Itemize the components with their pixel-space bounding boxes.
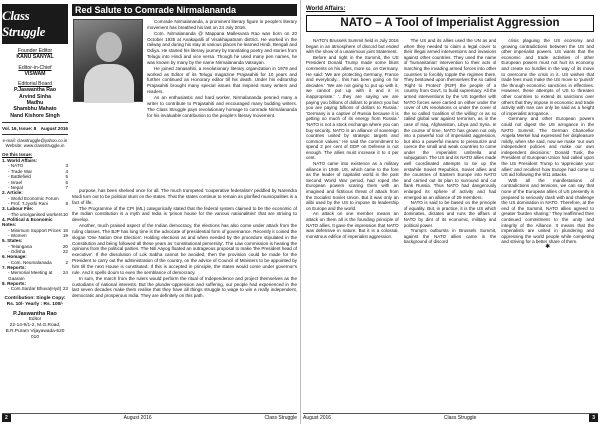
publisher-box xyxy=(2,311,68,341)
article-intro xyxy=(147,19,297,118)
toc-section[interactable]: 4. Political & Economic Notes: xyxy=(2,216,53,228)
toc-section[interactable]: 6. Homage: xyxy=(2,254,27,260)
publisher-role: Editor xyxy=(28,316,42,322)
email-link[interactable]: e-mail: classtruggle@yahoo.co.in xyxy=(2,137,68,143)
toc-item-title: - Telangana xyxy=(8,243,32,249)
toc-item-page: 4 xyxy=(65,168,68,174)
paragraph: NATO's Brussels Summit held in July 2016 began in an atmosphere of discord but ended with the show of a unanimous joint Statement. xyxy=(306,38,399,55)
column-2 xyxy=(404,38,497,410)
section-label: World Affairs: xyxy=(306,6,346,12)
toc-item-page: 23 xyxy=(62,286,68,292)
board-member: Madhu xyxy=(26,100,44,107)
paragraph: NATO is said to be based on the principle of equality. But, in practice, it is the US which dominates, dictates and runs the affairs of NATO by dint of its economic, military and political power. xyxy=(403,200,497,228)
editor-role: Founder Editor xyxy=(17,48,53,54)
paragraph: The US and its allies used the UN as and when they needed to claim a legal cover to their illegal armed interventions and invasions against other countries. They used the name of 'humanitarian' intervention to their acts of marching the invading armed forces into other countries to forcibly topple the regimes there. They bestowed upon themselves the so called 'Right to Protect' (R2P) the people of a country from Gov't, to build supremacy. All the armed interventions by the US together with NATO forces were carried on either under the cover of UN resolutions or under the cover of the so called 'coalition of the willing' or as so called global war against terrorism, as in the case of Iraq, Afghanistan, Libya and Syria. In the course of time, NATO has grown not only into a powerful tool of imperialist aggression, but also a powerful means to pressurize and coerce the small and weak countries to come under the imperialist umbrella and subjugation. The US and its NATO allies made well coordinated attempts to tie up the erstwhile Soviet Republics, Soviet allies and the countries of Eastern Europe into NATO and carried out its plan to surround and cut flank Russia. Thus NATO had dangerously enlarged its sphere of activity and had emerged as an alliance of 29 members. xyxy=(403,38,497,200)
paragraph: He joined Janasahiti, a revolutionary literary organization in 1979 and worked as Editor of its Telugu magazine Prajasahiti for 10 years and further continued as Honorary editor till his death. Under his editorship Prajasahiti brought many special issues that inspired many writers and readers. xyxy=(147,65,297,95)
toc-item-page: 18 xyxy=(62,227,68,233)
toc-item-title: - The unorganised workers xyxy=(8,211,63,217)
table-of-contents xyxy=(2,152,68,292)
paragraph: Trump's outbursts in Brussels Summit, against the NATO allies came in the background of discord xyxy=(403,228,497,245)
toc-item-page: 7 xyxy=(65,184,68,190)
page-number: 2 xyxy=(2,414,11,422)
editor-name: KANU SANYAL xyxy=(16,54,54,61)
paragraph: An attack on one member means an attack on them all is the founding principle of NATO allies. It gave the impression that NATO was defensive in nature. But it is a colossal, monstrous edifice of imperialist aggression. xyxy=(306,211,399,239)
toc-item-title: - Com.Sardar Bhuva(Hyd) xyxy=(8,286,62,292)
toc-item-page: 20 xyxy=(62,243,68,249)
footer-date: August 2016 xyxy=(303,415,332,421)
toc-item-title: - Battlefield xyxy=(8,174,31,180)
paragraph: purpose, has been shelved once for all. The much trumpeted 'cooperative federalism' peddled by Narendra Modi turn out to be political stunt on the states. That the states continue to remain as glorified municipalities is a fact of life. xyxy=(72,188,297,205)
toc-section[interactable]: 2. Article: xyxy=(2,190,23,196)
footer-publication: Class Struggle xyxy=(264,415,297,421)
website-link[interactable]: Website: www.classstruggle.in xyxy=(5,143,65,149)
divider xyxy=(2,122,68,123)
toc-item-title: - NATO xyxy=(8,163,24,169)
toc-section[interactable]: 7. Reports: xyxy=(2,265,26,270)
toc-item-page: 10 xyxy=(62,211,68,217)
board-member: Arvind Sinha xyxy=(19,93,51,100)
paragraph: Another, much praised aspect of the Indian democracy, the elections has also come under attack from the ruling classes. The BJP has long time is the advocate of presidential form of governance. Recently it coined the slogan 'One Nation One Election'. Holding elections as and when needed by the procedure stipulated in the Constitution and being followed all these years as 'constitutional perversity'. The Law commission is hearing the opinions from the political parties. The Niti Aayog floated an outrageous proposal to make 'the President head of executive'. If the dissolution of Lok Sabha cannot be avoided, then the provision could be made for the President to carry out the administration of the country, on the advice of Council of Ministers to be appointed by him till the next House is constituted. If this is accepted in principle, the states would come under governor's rule. And it spells doom to even the semblance of democracy. xyxy=(72,223,297,275)
editor-name: VISWAM xyxy=(24,70,46,77)
toc-item[interactable] xyxy=(2,286,68,291)
toc-item[interactable] xyxy=(2,270,68,281)
toc-item-title: - Minimum Support Prices xyxy=(8,227,61,233)
board-member: P.Jaswantha Rao xyxy=(14,87,56,94)
editor-role: Editorial Board xyxy=(17,81,53,88)
toc-section[interactable]: 8. Reports: xyxy=(2,281,26,287)
paragraph: With all the manifestations of contradictions and tensions, we can say that none of the European allies of US presently is prepared to seriously clash with and challenge the US domination in NATO. Therefore, at the end of the Summit, NATO allies agreed to greater 'burden sharing.' They reaffirmed their continued commitment to the unity and integrity of the Alliance. It means that the imperialists are united in plundering and oppressing the world people while competing and striving for a better share of them. xyxy=(501,177,595,245)
editor-in-chief xyxy=(2,65,68,78)
paragraph: Before and right in the Summit, the US President Donald Trump made some blunt comments on his allies, more so, on Germany. He said: 'We are protecting Germany, France and everybody... this has been going on for decades.' 'We are not going to put up with it, we cannot put up with it and it is inappropriate.' '...they are saying we are paying you billions of dollars to protect you but you are paying billions of dollars to Russia.' 'Germany is a captive of Russia because it is getting so much of its energy from Russia.' 'NATO is not a stock exchange where you can buy security. NATO is an alliance of sovereign countries united by strategic targets and common values.' He said the commitment to spend 2 per cent of GDP on Defense is not enough. The allies must increase it to 4 per cent. xyxy=(306,54,399,161)
masthead-sidebar xyxy=(2,4,68,408)
volume-issue: Vol. 16, Issue: 8 xyxy=(2,125,37,131)
footer-date: August 2016 xyxy=(123,415,152,421)
divider xyxy=(2,134,68,135)
article-columns xyxy=(306,38,594,410)
toc-item-page: 3 xyxy=(65,163,68,169)
contact-info xyxy=(2,138,68,149)
paragraph: NATO came into existence as a military alliance in 1949. US, which came to the fore as the leader of capitalist world in the post Second World War period, had roped the European powers scaring them with an imagined and fictitious threat of attack from the Socialist Soviet Union. But it was only an alibi used by the US to impose its leadership on Europe and the world. xyxy=(306,161,399,211)
right-footer xyxy=(303,413,598,422)
portrait-body xyxy=(84,64,134,103)
column-3 xyxy=(501,38,594,410)
board-member: Shambhu Mahato xyxy=(13,106,57,113)
board-member: Nand Kishore Singh xyxy=(10,112,60,119)
paragraph: Germany and other European powers could not digest the US arrogance in the NATO Summit. The German Chancellor Angela Merkel had expressed her displeasure mildly, when she said, now we make 'our own independent policies and make our own independent decisions.' Donald Tusk, the President of European Union had called upon the US President Trump to 'appreciate your allies' and recollect how Europe had come to US aid following the 9/11 attacks. xyxy=(501,116,595,178)
toc-item-page: 2 xyxy=(65,259,68,265)
toc-item-page: 8 xyxy=(65,200,68,206)
page-number: 3 xyxy=(589,414,598,422)
toc-heading: On this Issue: xyxy=(2,151,33,157)
article-body xyxy=(72,188,297,299)
masthead-logo: Class Struggle xyxy=(2,4,68,44)
toc-item-title: - Odisha xyxy=(8,248,26,254)
toc-item-page: 5 xyxy=(65,174,68,180)
toc-item-title: - Memorial Meeting at Gaaram xyxy=(8,270,53,281)
toc-item-title: - World Economic Forum xyxy=(8,195,59,201)
end-mark-icon: ✱ xyxy=(545,243,551,250)
paragraph: As an enthusiastic and hard worker, Nirmalananda penned many a writer to contribute to Prajasahiti and encouraged many budding writers. The Class Struggle pays revolutionary homage to comrade Nirmalananda for his invaluable contribution to the people's literary movement. xyxy=(147,94,297,118)
toc-item-page: 24 xyxy=(62,270,68,276)
publisher-name: P.Jaswantha Rao xyxy=(13,310,57,317)
toc-section[interactable]: 1. World Affairs: xyxy=(2,158,38,164)
toc-item-page: 19 xyxy=(62,232,68,238)
paragraph: Comrade Nirmalananda, a prominent literary figure in people's literary movement has breathed his last on 24 July 2016. xyxy=(147,19,297,30)
toc-item-title: - Trade War xyxy=(8,168,33,174)
volume-line xyxy=(2,126,68,131)
toc-item-title: - Prof. T.Jyothi Rani xyxy=(8,200,48,206)
contribution-price: Contribution: Single Copy: Rs. 10/- Yearly : Rs. 100/- xyxy=(4,295,66,307)
article-title: NATO – A Tool of Imperialist Aggression xyxy=(306,15,594,32)
toc-item-title: - Com. Neumalanada xyxy=(8,259,52,265)
founder-editor xyxy=(2,48,68,61)
footer-publication: Class Struggle xyxy=(443,415,477,421)
toc-section[interactable]: 3. Labour File: xyxy=(2,206,34,212)
portrait-face xyxy=(96,32,122,62)
toc-item-title: - Women xyxy=(8,232,27,238)
toc-section[interactable]: 5. States: xyxy=(2,238,23,244)
portrait-photo xyxy=(73,19,143,102)
paragraph: crisis plaguing the US economy and growing contradictions between the US and other imperialist powers. US wants that the economic and trade activities of other European powers must not hurt its economy and create no hurdles in the way of its move to overcome the crisis in it. US wishes that trade fees must make the US move to 'punish' the through economic sanctions in effectives. However, these attempts of US to threaten other countries to extend its sanctions over others that they impose in economic and trade activity with Iran can only be said as a height of imperialist arrogance. xyxy=(501,38,595,116)
left-footer xyxy=(2,413,297,422)
paragraph: The Programme of the CPI (ML) categorically stated that the federal system claimed to be the economic of the Indian constitution is a myth and India is 'prison house for the various nationalities' that are striving to develop. xyxy=(72,205,297,223)
paragraph: Com. Nirmalananda @ Mappana Mallesvara Rao was born on 20 October 1935 at Anakapalli of Visakhapatnam district. He worked in the railway and during his stay at various places he learned Hindi, Bengali and Odiya. He started his literary journey by translating poetry and stories from Telugu into Hindi and vice versa. Though he used many pen names, he was known by many by the name Nirmalananda Vatsayan. xyxy=(147,30,297,65)
toc-item-page: 22 xyxy=(62,248,68,254)
toc-item-page: 6 xyxy=(65,179,68,185)
editorial-board xyxy=(2,81,68,119)
column-1 xyxy=(306,38,399,410)
publisher-address: 22-14-9/1-2, M.G.Road, B.R.Puram Vijayawada-520 010 xyxy=(5,322,65,340)
issue-month: August 2016 xyxy=(40,125,68,131)
editor-role: Editor-in-Chief xyxy=(18,64,52,71)
paragraph: In sum, the march from the rulers would perform the ritual of Independence and project themselves as the custodians of national interests. But the plunder-oppression and suffering, our people had experienced in the last seven decades make them realise that they have all things struggle to wage to win a really independent, democratic and prosperous India. They are definitely on this path. xyxy=(72,275,297,299)
toc-item-title: - Israel xyxy=(8,179,23,185)
toc-item-title: - Nepal xyxy=(8,184,23,190)
article-title: Red Salute to Comrade Nirmalananda xyxy=(72,4,297,16)
